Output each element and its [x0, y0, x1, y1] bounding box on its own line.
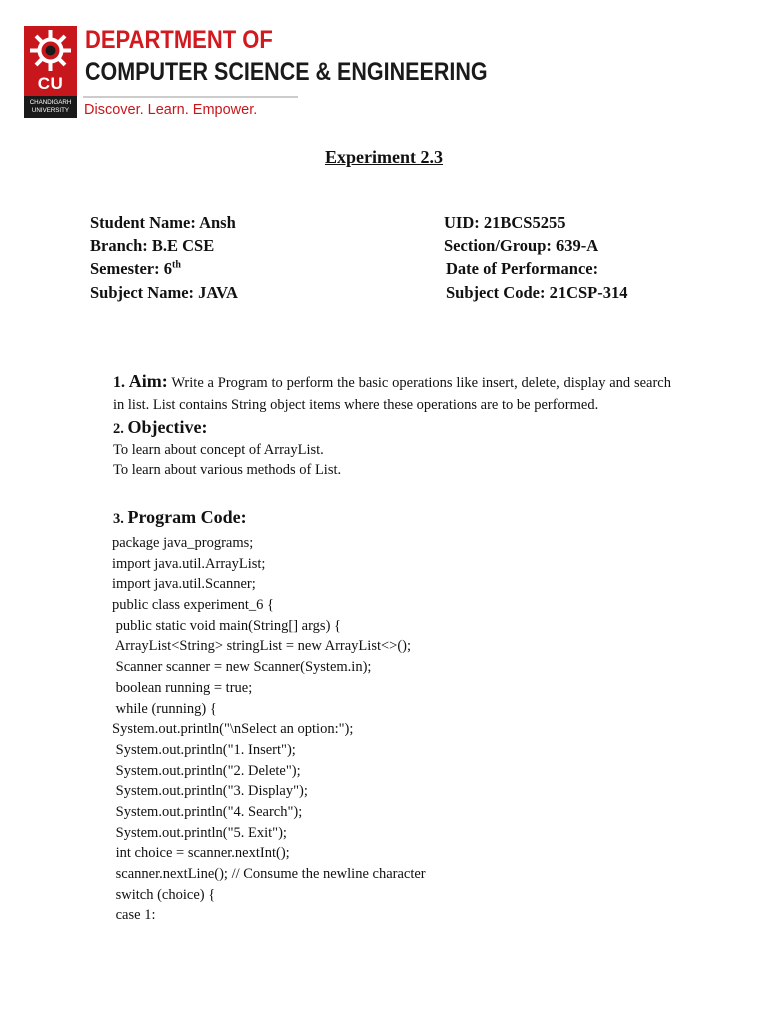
uid: UID: 21BCS5255	[444, 213, 566, 232]
code-line: ArrayList<String> stringList = new ArrayList<>();	[112, 638, 412, 655]
code-line: import java.util.ArrayList;	[112, 555, 266, 572]
aim-heading: Aim:	[128, 371, 168, 391]
code-line: Scanner scanner = new Scanner(System.in);	[112, 659, 372, 676]
department-title-line1: DEPARTMENT OF	[85, 26, 273, 54]
code-line: public static void main(String[] args) {	[112, 617, 341, 634]
header-divider	[83, 96, 298, 98]
semester-label: Semester: 6	[90, 259, 173, 278]
program-code-header	[113, 507, 247, 528]
program-code-number: 3.	[113, 511, 124, 527]
objective-line: To learn about concept of ArrayList.	[113, 442, 324, 458]
objective-line: To learn about various methods of List.	[113, 462, 342, 478]
semester	[90, 259, 181, 279]
objective-heading: Objective:	[127, 417, 208, 437]
student-name: Student Name: Ansh	[90, 213, 236, 232]
objective-number: 2.	[113, 421, 124, 437]
department-title-line2: COMPUTER SCIENCE & ENGINEERING	[85, 58, 488, 86]
code-line: System.out.println("1. Insert");	[112, 741, 296, 758]
university-logo	[24, 26, 77, 118]
subject-code: Subject Code: 21CSP-314	[446, 283, 628, 302]
code-line: package java_programs;	[112, 535, 254, 551]
aim-number: 1.	[113, 374, 125, 391]
experiment-title: Experiment 2.3	[325, 147, 443, 167]
objective-header	[113, 417, 207, 438]
code-line: int choice = scanner.nextInt();	[112, 845, 290, 862]
code-line: System.out.println("3. Display");	[112, 783, 308, 800]
code-line: System.out.println("\nSelect an option:");	[112, 721, 354, 738]
code-line: System.out.println("4. Search");	[112, 803, 303, 820]
aim-section	[113, 370, 671, 416]
code-line: scanner.nextLine(); // Consume the newline character	[112, 866, 426, 882]
program-code-heading: Program Code:	[127, 507, 247, 527]
logo-subtext: CHANDIGARH UNIVERSITY	[24, 96, 77, 118]
code-line: boolean running = true;	[112, 679, 253, 696]
branch: Branch: B.E CSE	[90, 236, 215, 255]
code-line: System.out.println("5. Exit");	[112, 824, 287, 841]
code-line: case 1:	[112, 907, 156, 924]
code-line: System.out.println("2. Delete");	[112, 762, 301, 779]
gear-emblem-icon	[29, 29, 72, 72]
date-of-performance: Date of Performance:	[446, 259, 599, 278]
tagline: Discover. Learn. Empower.	[84, 102, 258, 118]
code-line: switch (choice) {	[112, 886, 216, 903]
aim-text: Write a Program to perform the basic operations like insert, delete, display and search in list. List contains String object items where these operations are to be performed.	[113, 375, 671, 413]
section-group: Section/Group: 639-A	[444, 236, 599, 255]
subject-name: Subject Name: JAVA	[90, 283, 238, 302]
program-code-block	[112, 533, 426, 926]
semester-suffix: th	[172, 259, 181, 271]
code-line: while (running) {	[112, 700, 217, 717]
logo-text: CU	[37, 74, 64, 93]
code-line: import java.util.Scanner;	[112, 576, 256, 593]
code-line: public class experiment_6 {	[112, 597, 274, 614]
